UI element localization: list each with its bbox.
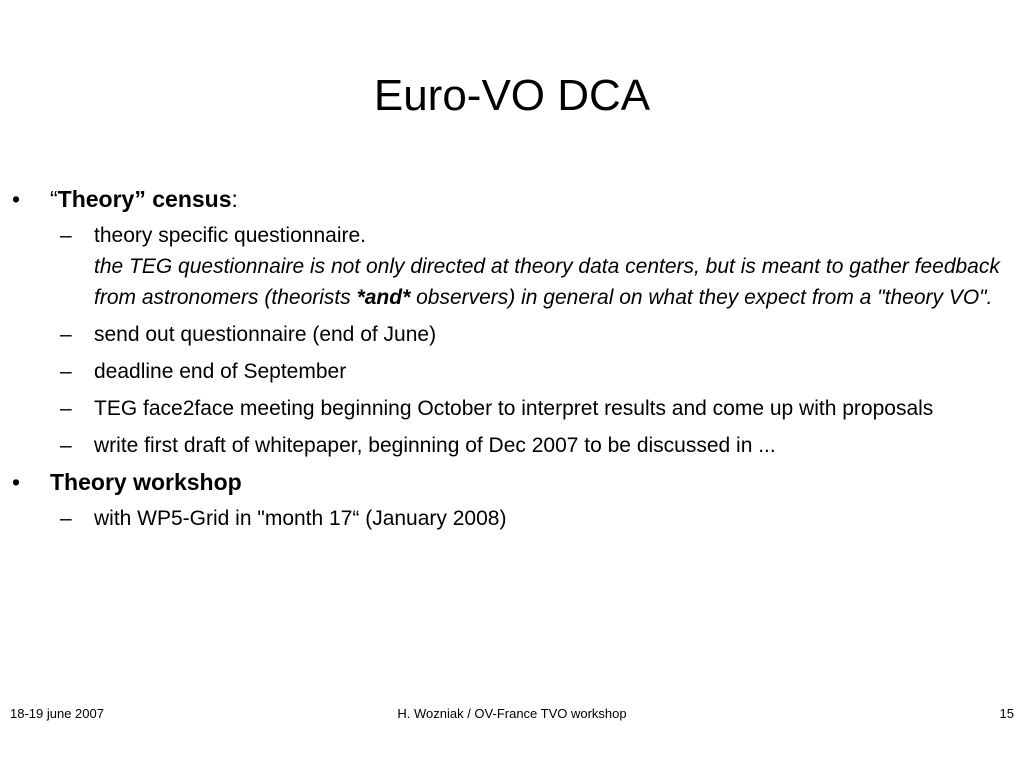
dash-icon: –: [60, 397, 72, 420]
sub-item-questionnaire: [0, 220, 1024, 313]
heading-colon: :: [231, 186, 238, 212]
footer-date: 18-19 june 2007: [10, 706, 104, 721]
sub-item-send-out: [0, 319, 1024, 350]
section-heading: Theory workshop: [50, 469, 242, 495]
sub-item-text: write first draft of whitepaper, beginning of Dec 2007 to be discussed in ...: [94, 434, 776, 457]
dash-icon: –: [60, 507, 72, 530]
bullet-icon: •: [12, 186, 21, 212]
sub-item-note: [94, 251, 1016, 313]
bullet-theory-census: [0, 184, 1024, 214]
slide-title: Euro-VO DCA: [373, 71, 651, 120]
sub-item-text: deadline end of September: [94, 360, 347, 383]
dash-icon: –: [60, 360, 72, 383]
note-emphasis: *and*: [356, 286, 411, 309]
section-heading: Theory” census: [57, 186, 232, 212]
sub-item-meeting: [0, 393, 1024, 424]
dash-icon: –: [60, 323, 72, 346]
sub-item-whitepaper: [0, 430, 1024, 461]
note-text-after: observers) in general on what they expect from a "theory VO".: [410, 286, 993, 309]
sub-item-text: with WP5-Grid in "month 17“ (January 2008): [94, 507, 507, 530]
sub-item-text: theory specific questionnaire.: [94, 224, 366, 247]
dash-icon: –: [60, 434, 72, 457]
bullet-icon: •: [12, 469, 21, 495]
bullet-theory-workshop: [0, 467, 1024, 497]
note-text-before: the TEG questionnaire is not only directed at theory data centers, but is meant to gather feedback from astronomers (theorists: [94, 255, 1000, 309]
footer-author-event: H. Wozniak / OV-France TVO workshop: [397, 706, 627, 721]
open-quote: “: [50, 186, 58, 212]
slide-body: [0, 184, 1024, 540]
sub-item-wp5-grid: [0, 503, 1024, 534]
sub-item-text: TEG face2face meeting beginning October to interpret results and come up with proposals: [94, 397, 934, 420]
sub-item-deadline: [0, 356, 1024, 387]
footer-page-number: 15: [999, 706, 1014, 721]
sub-item-text: send out questionnaire (end of June): [94, 323, 437, 346]
dash-icon: –: [60, 224, 72, 247]
